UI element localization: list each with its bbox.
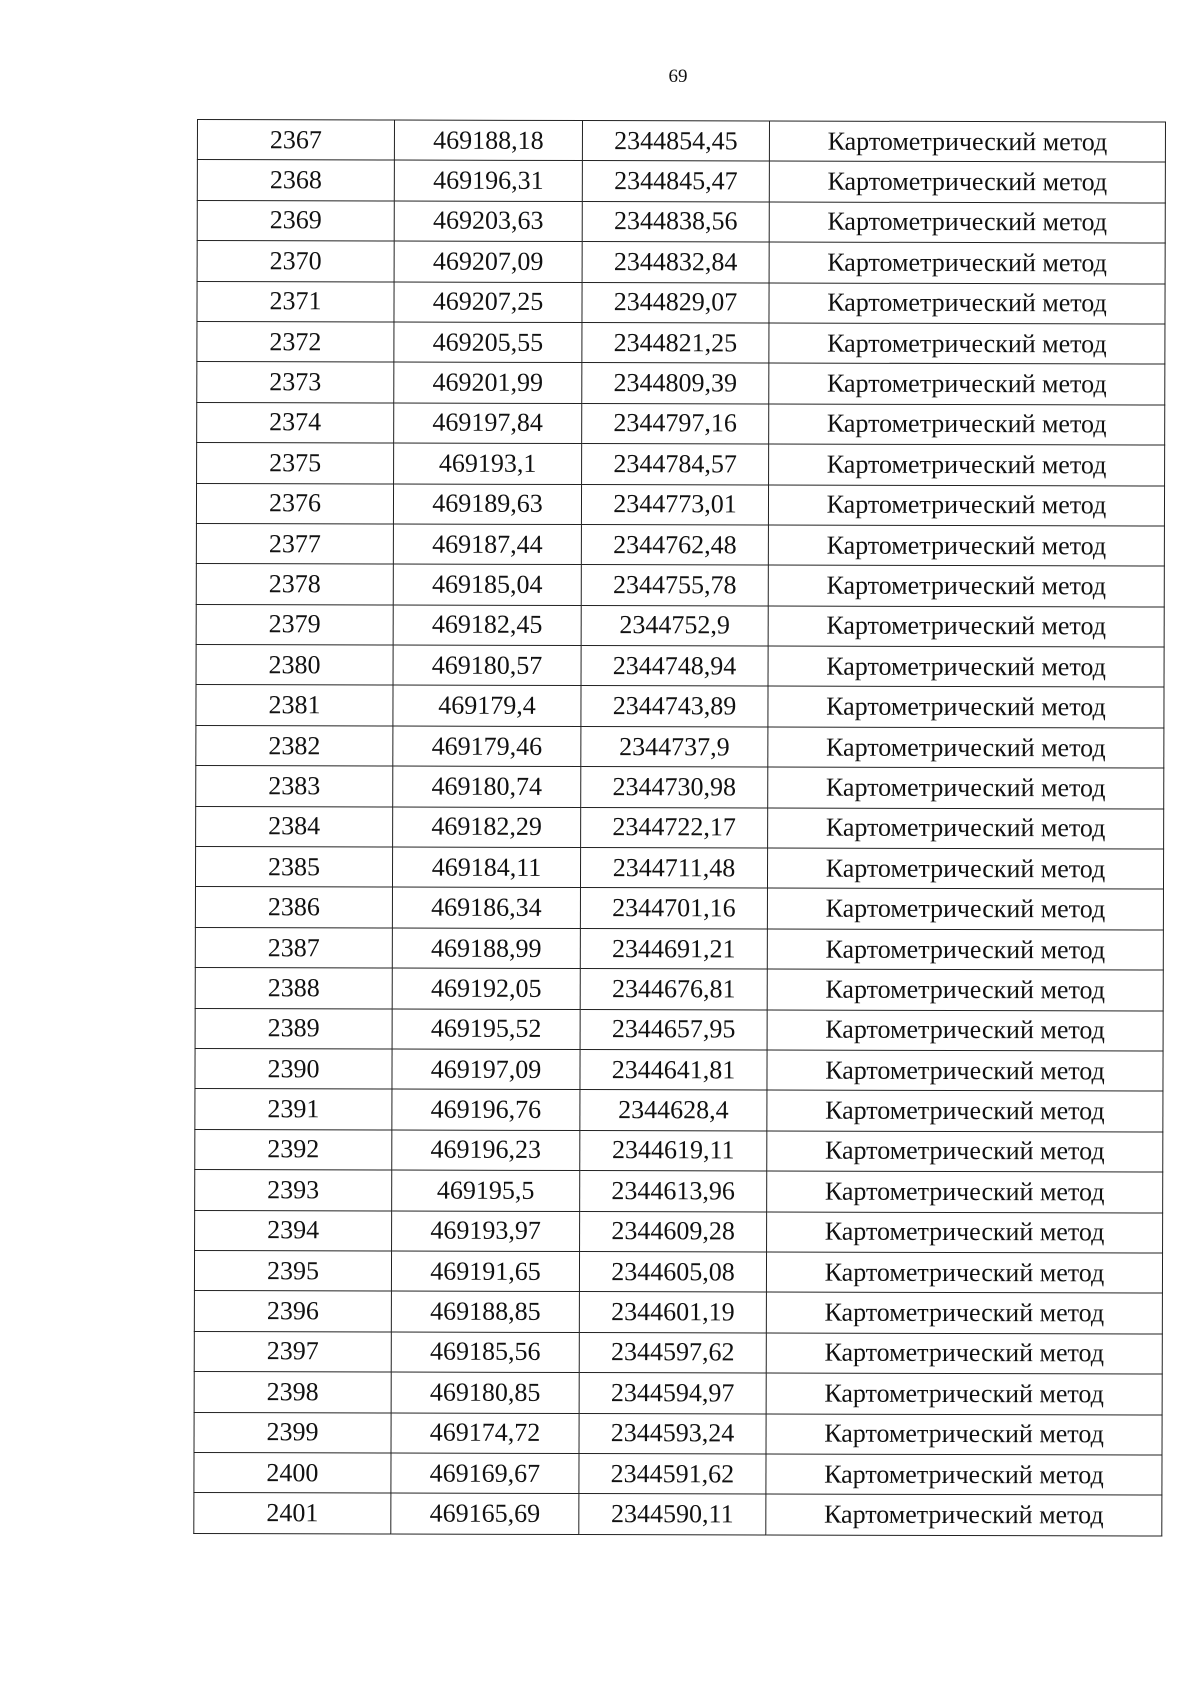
table-row xyxy=(195,887,1163,930)
x-coordinate-cell: 469182,29 xyxy=(393,807,581,848)
point-number-cell: 2380 xyxy=(196,645,393,686)
x-coordinate-cell: 469186,34 xyxy=(392,887,580,928)
point-number-cell: 2395 xyxy=(194,1250,391,1291)
table-row xyxy=(196,483,1164,526)
y-coordinate-cell: 2344755,78 xyxy=(581,565,768,606)
point-number-cell: 2398 xyxy=(194,1372,391,1413)
point-number-cell: 2400 xyxy=(194,1452,391,1493)
x-coordinate-cell: 469180,85 xyxy=(391,1372,579,1413)
x-coordinate-cell: 469179,46 xyxy=(393,726,581,767)
y-coordinate-cell: 2344752,9 xyxy=(581,605,768,646)
method-cell: Картометрический метод xyxy=(768,646,1164,687)
method-cell: Картометрический метод xyxy=(769,121,1165,162)
y-coordinate-cell: 2344809,39 xyxy=(582,363,769,404)
y-coordinate-cell: 2344594,97 xyxy=(579,1373,766,1414)
y-coordinate-cell: 2344838,56 xyxy=(582,201,769,242)
x-coordinate-cell: 469195,52 xyxy=(392,1009,580,1050)
table-row xyxy=(194,1331,1162,1374)
x-coordinate-cell: 469182,45 xyxy=(393,605,581,646)
table-row xyxy=(195,1170,1163,1213)
x-coordinate-cell: 469196,31 xyxy=(394,160,582,201)
point-number-cell: 2372 xyxy=(197,321,394,362)
point-number-cell: 2379 xyxy=(196,604,393,645)
y-coordinate-cell: 2344619,11 xyxy=(580,1130,767,1171)
method-cell: Картометрический метод xyxy=(767,969,1163,1010)
point-number-cell: 2370 xyxy=(197,241,394,282)
x-coordinate-cell: 469188,85 xyxy=(391,1291,579,1332)
table-row xyxy=(197,443,1165,486)
x-coordinate-cell: 469165,69 xyxy=(391,1493,579,1534)
point-number-cell: 2390 xyxy=(195,1048,392,1089)
method-cell: Картометрический метод xyxy=(766,1373,1162,1414)
point-number-cell: 2393 xyxy=(195,1170,392,1211)
point-number-cell: 2383 xyxy=(196,766,393,807)
method-cell: Картометрический метод xyxy=(766,1292,1162,1333)
point-number-cell: 2375 xyxy=(197,443,394,484)
x-coordinate-cell: 469180,74 xyxy=(393,766,581,807)
y-coordinate-cell: 2344701,16 xyxy=(580,888,767,929)
x-coordinate-cell: 469185,04 xyxy=(393,564,581,605)
table-row xyxy=(196,766,1164,809)
table-row xyxy=(197,200,1165,243)
y-coordinate-cell: 2344832,84 xyxy=(582,242,769,283)
x-coordinate-cell: 469179,4 xyxy=(393,685,581,726)
method-cell: Картометрический метод xyxy=(767,1010,1163,1051)
table-row xyxy=(195,968,1163,1011)
y-coordinate-cell: 2344743,89 xyxy=(581,686,768,727)
table-row xyxy=(195,1008,1163,1051)
x-coordinate-cell: 469197,84 xyxy=(394,403,582,444)
method-cell: Картометрический метод xyxy=(766,1333,1162,1374)
table-row xyxy=(195,1089,1163,1132)
point-number-cell: 2401 xyxy=(194,1493,391,1534)
y-coordinate-cell: 2344854,45 xyxy=(582,121,769,162)
method-cell: Картометрический метод xyxy=(769,363,1165,404)
y-coordinate-cell: 2344821,25 xyxy=(582,322,769,363)
table-row xyxy=(195,847,1163,890)
point-number-cell: 2376 xyxy=(196,483,393,524)
table-row xyxy=(195,1210,1163,1253)
y-coordinate-cell: 2344609,28 xyxy=(580,1211,767,1252)
table-row xyxy=(194,1493,1162,1536)
y-coordinate-cell: 2344773,01 xyxy=(581,484,768,525)
table-row xyxy=(196,806,1164,849)
point-number-cell: 2374 xyxy=(197,402,394,443)
table-row xyxy=(197,160,1165,203)
method-cell: Картометрический метод xyxy=(769,444,1165,485)
y-coordinate-cell: 2344711,48 xyxy=(580,848,767,889)
table-row xyxy=(197,402,1165,445)
y-coordinate-cell: 2344676,81 xyxy=(580,969,767,1010)
x-coordinate-cell: 469189,63 xyxy=(393,484,581,525)
x-coordinate-cell: 469180,57 xyxy=(393,645,581,686)
x-coordinate-cell: 469191,65 xyxy=(391,1251,579,1292)
y-coordinate-cell: 2344737,9 xyxy=(581,726,768,767)
table-body xyxy=(194,120,1166,1536)
table-row xyxy=(196,645,1164,688)
method-cell: Картометрический метод xyxy=(768,525,1164,566)
y-coordinate-cell: 2344591,62 xyxy=(579,1453,766,1494)
x-coordinate-cell: 469207,25 xyxy=(394,282,582,323)
point-number-cell: 2396 xyxy=(194,1291,391,1332)
x-coordinate-cell: 469193,97 xyxy=(392,1211,580,1252)
point-number-cell: 2389 xyxy=(195,1008,392,1049)
method-cell: Картометрический метод xyxy=(769,161,1165,202)
point-number-cell: 2385 xyxy=(195,847,392,888)
point-number-cell: 2399 xyxy=(194,1412,391,1453)
point-number-cell: 2369 xyxy=(197,200,394,241)
table-row xyxy=(196,604,1164,647)
y-coordinate-cell: 2344601,19 xyxy=(579,1292,766,1333)
table-row xyxy=(196,523,1164,566)
y-coordinate-cell: 2344845,47 xyxy=(582,161,769,202)
method-cell: Картометрический метод xyxy=(769,242,1165,283)
table-row xyxy=(197,321,1165,364)
method-cell: Картометрический метод xyxy=(768,485,1164,526)
method-cell: Картометрический метод xyxy=(768,767,1164,808)
point-number-cell: 2382 xyxy=(196,725,393,766)
method-cell: Картометрический метод xyxy=(766,1252,1162,1293)
table-row xyxy=(197,281,1165,324)
x-coordinate-cell: 469196,23 xyxy=(392,1130,580,1171)
table-row xyxy=(196,725,1164,768)
x-coordinate-cell: 469187,44 xyxy=(393,524,581,565)
method-cell: Картометрический метод xyxy=(767,1131,1163,1172)
x-coordinate-cell: 469196,76 xyxy=(392,1089,580,1130)
method-cell: Картометрический метод xyxy=(768,565,1164,606)
y-coordinate-cell: 2344722,17 xyxy=(581,807,768,848)
method-cell: Картометрический метод xyxy=(769,283,1165,324)
point-number-cell: 2373 xyxy=(197,362,394,403)
y-coordinate-cell: 2344829,07 xyxy=(582,282,769,323)
point-number-cell: 2387 xyxy=(195,927,392,968)
x-coordinate-cell: 469184,11 xyxy=(392,847,580,888)
y-coordinate-cell: 2344590,11 xyxy=(579,1494,766,1535)
method-cell: Картометрический метод xyxy=(767,848,1163,889)
method-cell: Картометрический метод xyxy=(767,1090,1163,1131)
x-coordinate-cell: 469207,09 xyxy=(394,241,582,282)
point-number-cell: 2384 xyxy=(196,806,393,847)
table-row xyxy=(197,120,1165,163)
page-number: 69 xyxy=(668,66,688,87)
y-coordinate-cell: 2344605,08 xyxy=(579,1251,766,1292)
y-coordinate-cell: 2344748,94 xyxy=(581,646,768,687)
table-row xyxy=(197,362,1165,405)
y-coordinate-cell: 2344657,95 xyxy=(580,1009,767,1050)
table-row xyxy=(197,241,1165,284)
y-coordinate-cell: 2344730,98 xyxy=(581,767,768,808)
method-cell: Картометрический метод xyxy=(768,808,1164,849)
point-number-cell: 2386 xyxy=(195,887,392,928)
y-coordinate-cell: 2344593,24 xyxy=(579,1413,766,1454)
y-coordinate-cell: 2344797,16 xyxy=(582,403,769,444)
method-cell: Картометрический метод xyxy=(767,1050,1163,1091)
method-cell: Картометрический метод xyxy=(766,1413,1162,1454)
point-number-cell: 2397 xyxy=(194,1331,391,1372)
x-coordinate-cell: 469188,18 xyxy=(394,120,582,161)
point-number-cell: 2391 xyxy=(195,1089,392,1130)
method-cell: Картометрический метод xyxy=(767,1212,1163,1253)
table-row xyxy=(195,1048,1163,1091)
x-coordinate-cell: 469195,5 xyxy=(392,1170,580,1211)
table-row xyxy=(194,1250,1162,1293)
method-cell: Картометрический метод xyxy=(768,606,1164,647)
x-coordinate-cell: 469192,05 xyxy=(392,968,580,1009)
table-row xyxy=(194,1412,1162,1455)
method-cell: Картометрический метод xyxy=(769,202,1165,243)
table-row xyxy=(195,927,1163,970)
coordinates-table xyxy=(193,119,1166,1536)
x-coordinate-cell: 469205,55 xyxy=(394,322,582,363)
table-row xyxy=(195,1129,1163,1172)
point-number-cell: 2392 xyxy=(195,1129,392,1170)
x-coordinate-cell: 469174,72 xyxy=(391,1413,579,1454)
y-coordinate-cell: 2344762,48 xyxy=(581,524,768,565)
method-cell: Картометрический метод xyxy=(769,404,1165,445)
x-coordinate-cell: 469188,99 xyxy=(392,928,580,969)
y-coordinate-cell: 2344613,96 xyxy=(580,1171,767,1212)
x-coordinate-cell: 469193,1 xyxy=(394,443,582,484)
x-coordinate-cell: 469185,56 xyxy=(391,1332,579,1373)
y-coordinate-cell: 2344691,21 xyxy=(580,928,767,969)
point-number-cell: 2377 xyxy=(196,523,393,564)
method-cell: Картометрический метод xyxy=(766,1494,1162,1535)
method-cell: Картометрический метод xyxy=(767,929,1163,970)
method-cell: Картометрический метод xyxy=(768,686,1164,727)
x-coordinate-cell: 469201,99 xyxy=(394,362,582,403)
method-cell: Картометрический метод xyxy=(767,888,1163,929)
y-coordinate-cell: 2344597,62 xyxy=(579,1332,766,1373)
table-row xyxy=(194,1452,1162,1495)
point-number-cell: 2388 xyxy=(195,968,392,1009)
table-row xyxy=(194,1372,1162,1415)
x-coordinate-cell: 469203,63 xyxy=(394,201,582,242)
x-coordinate-cell: 469197,09 xyxy=(392,1049,580,1090)
point-number-cell: 2371 xyxy=(197,281,394,322)
y-coordinate-cell: 2344641,81 xyxy=(580,1049,767,1090)
method-cell: Картометрический метод xyxy=(767,1171,1163,1212)
table-row xyxy=(194,1291,1162,1334)
y-coordinate-cell: 2344628,4 xyxy=(580,1090,767,1131)
point-number-cell: 2368 xyxy=(197,160,394,201)
table-row xyxy=(196,685,1164,728)
x-coordinate-cell: 469169,67 xyxy=(391,1453,579,1494)
point-number-cell: 2381 xyxy=(196,685,393,726)
method-cell: Картометрический метод xyxy=(766,1454,1162,1495)
method-cell: Картометрический метод xyxy=(768,727,1164,768)
point-number-cell: 2378 xyxy=(196,564,393,605)
y-coordinate-cell: 2344784,57 xyxy=(582,444,769,485)
table-row xyxy=(196,564,1164,607)
point-number-cell: 2394 xyxy=(195,1210,392,1251)
point-number-cell: 2367 xyxy=(197,120,394,161)
method-cell: Картометрический метод xyxy=(769,323,1165,364)
